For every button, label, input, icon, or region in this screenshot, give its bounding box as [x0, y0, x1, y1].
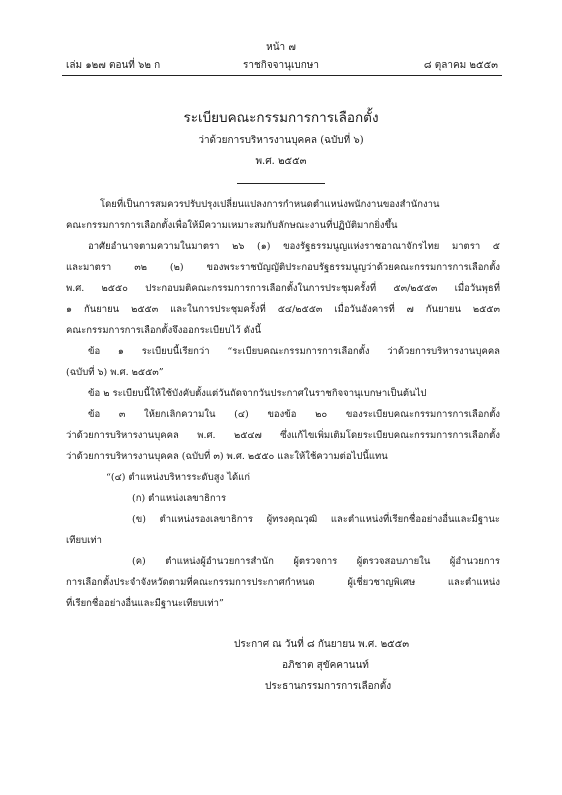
document-title: ระเบียบคณะกรรมการการเลือกตั้ง: [183, 110, 379, 126]
clause-2: ข้อ ๒ ระเบียบนี้ให้ใช้บังคับตั้งแต่วันถัดจากวันประกาศในราชกิจจานุเบกษาเป็นต้นไป: [88, 388, 427, 399]
body-line: คณะกรรมการการเลือกตั้งจึงออกระเบียบไว้ ดังนี้: [66, 325, 262, 336]
page-number: หน้า ๗: [266, 42, 296, 53]
body-line: และมาตรา ๓๒ (๒) ของพระราชบัญญัติประกอบรัฐธรรมนูญว่าด้วยคณะกรรมการการเลือกตั้ง: [66, 262, 500, 273]
item-c: (ค) ตำแหน่งผู้อำนวยการสำนัก ผู้ตรวจการ ผู้ตรวจสอบภายใน ผู้อำนวยการ: [132, 556, 500, 567]
body-line: ๑ กันยายน ๒๕๕๓ และในการประชุมครั้งที่ ๕๔/๒๕๕๓ เมื่อวันอังคารที่ ๗ กันยายน ๒๕๕๓: [66, 304, 500, 315]
header-rule: [62, 75, 502, 76]
announcement-date: ประกาศ ณ วันที่ ๘ กันยายน พ.ศ. ๒๕๕๓: [234, 639, 410, 650]
document-subtitle: ว่าด้วยการบริหารงานบุคคล (ฉบับที่ ๖): [198, 135, 364, 146]
body-line: อาศัยอำนาจตามความในมาตรา ๒๖ (๑) ของรัฐธรรมนูญแห่งราชอาณาจักรไทย มาตรา ๕: [88, 241, 500, 252]
body-line: ว่าด้วยการบริหารงานบุคคล พ.ศ. ๒๕๔๗ ซึ่งแก้ไขเพิ่มเติมโดยระเบียบคณะกรรมการการเลือกตั้ง: [66, 430, 500, 441]
body-line: ที่เรียกชื่ออย่างอื่นและมีฐานะเทียบเท่า”: [66, 598, 224, 609]
body-line: เทียบเท่า: [66, 535, 102, 546]
volume-label: เล่ม ๑๒๗ ตอนที่ ๖๒ ก: [66, 60, 161, 71]
issue-date: ๘ ตุลาคม ๒๕๕๓: [423, 60, 498, 71]
item-a: (ก) ตำแหน่งเลขาธิการ: [132, 493, 227, 504]
signatory-name: อภิชาต สุขัคคานนท์: [282, 660, 369, 671]
clause-1: ข้อ ๑ ระเบียบนี้เรียกว่า “ระเบียบคณะกรรมการการเลือกตั้ง ว่าด้วยการบริหารงานบุคคล: [88, 346, 500, 357]
clause-3: ข้อ ๓ ให้ยกเลิกความใน (๔) ของข้อ ๒๐ ของระเบียบคณะกรรมการการเลือกตั้ง: [88, 409, 500, 420]
body-line: โดยที่เป็นการสมควรปรับปรุงเปลี่ยนแปลงการกำหนดตำแหน่งพนักงานของสำนักงาน: [100, 199, 440, 210]
body-line: การเลือกตั้งประจำจังหวัดตามที่คณะกรรมการประกาศกำหนด ผู้เชี่ยวชาญพิเศษ และตำแหน่ง: [66, 577, 500, 588]
body-line: คณะกรรมการการเลือกตั้งเพื่อให้มีความเหมาะสมกับลักษณะงานที่ปฏิบัติมากยิ่งขึ้น: [66, 220, 398, 231]
signatory-position: ประธานกรรมการการเลือกตั้ง: [265, 681, 392, 692]
body-line: พ.ศ. ๒๕๕๐ ประกอบมติคณะกรรมการการเลือกตั้งในการประชุมครั้งที่ ๕๓/๒๕๕๓ เมื่อวันพุธที่: [66, 283, 500, 294]
document-year: พ.ศ. ๒๕๕๓: [255, 156, 307, 167]
body-line: ว่าด้วยการบริหารงานบุคคล (ฉบับที่ ๓) พ.ศ. ๒๕๕๐ และให้ใช้ความต่อไปนี้แทน: [66, 451, 388, 462]
item-b: (ข) ตำแหน่งรองเลขาธิการ ผู้ทรงคุณวุฒิ และตำแหน่งที่เรียกชื่ออย่างอื่นและมีฐานะ: [132, 514, 500, 525]
body-line: (ฉบับที่ ๖) พ.ศ. ๒๕๕๓”: [66, 367, 164, 378]
gazette-name: ราชกิจจานุเบกษา: [242, 60, 320, 71]
item-4: “(๔) ตำแหน่งบริหารระดับสูง ได้แก่: [106, 472, 251, 483]
title-divider: [237, 183, 325, 184]
